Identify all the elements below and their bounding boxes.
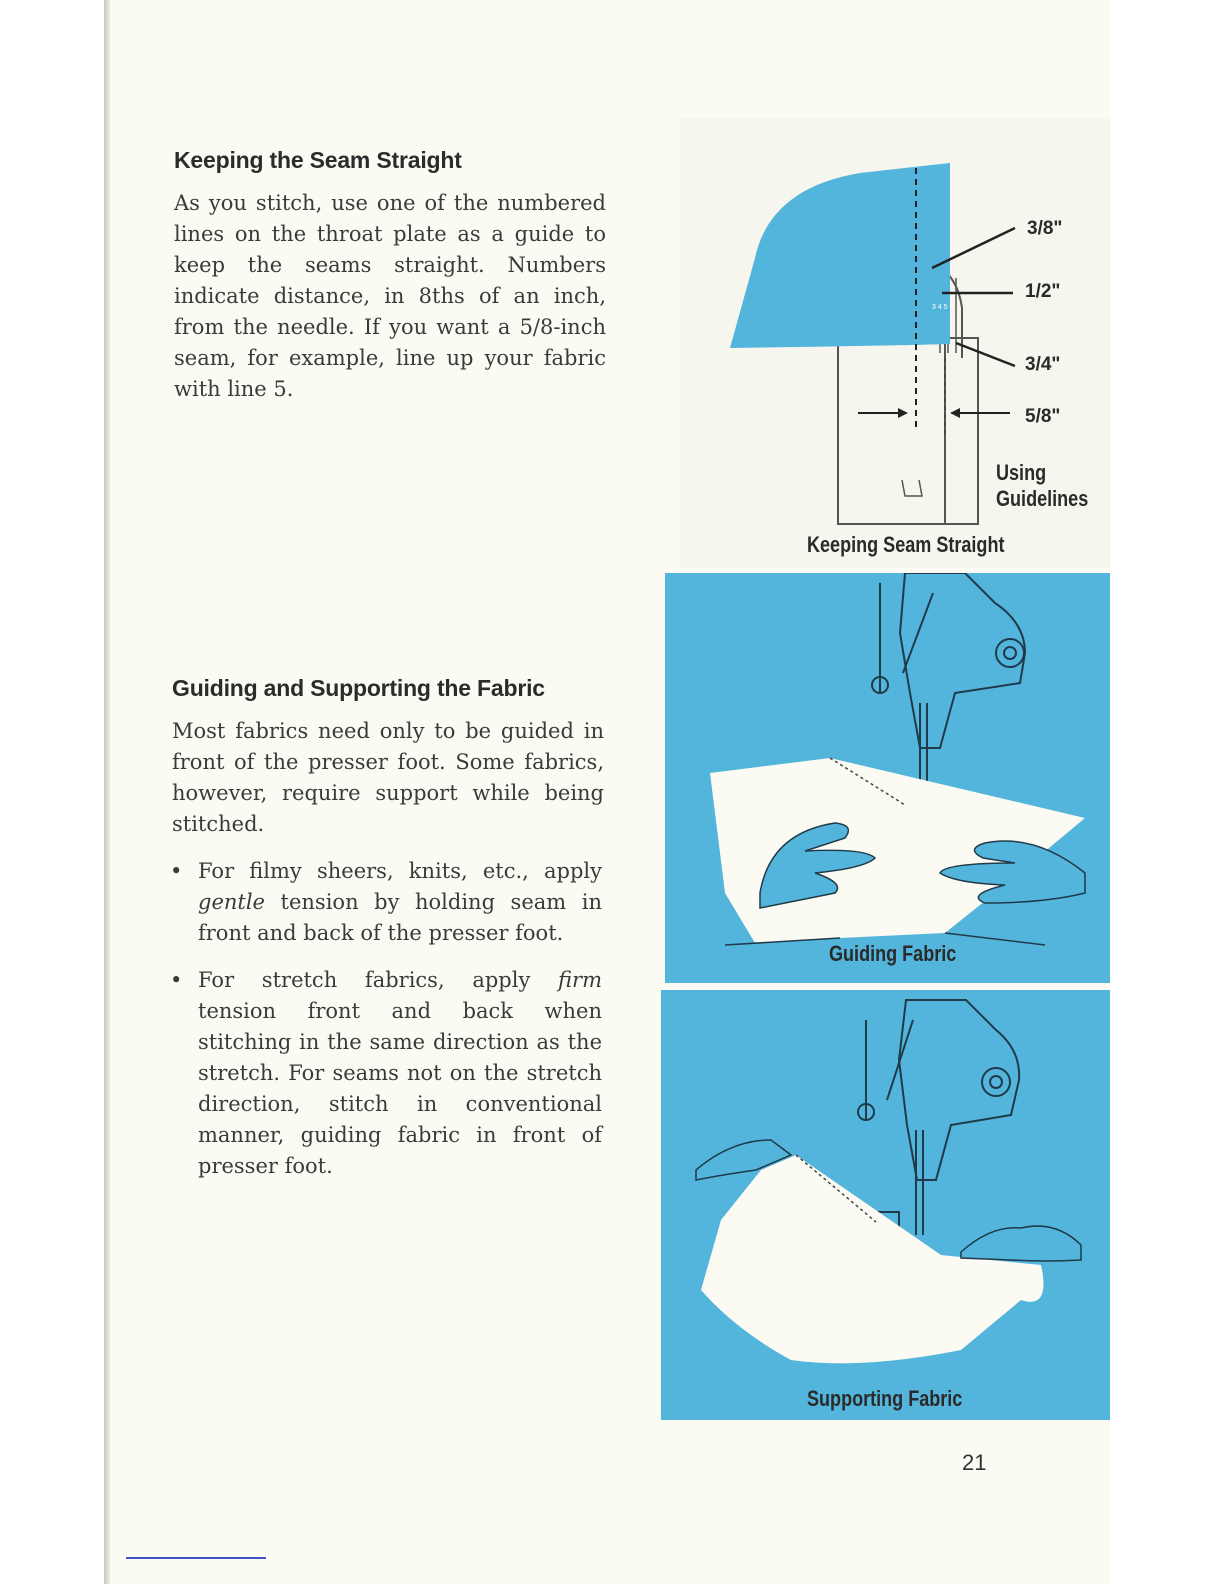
bullet-emphasis: gentle <box>198 890 265 914</box>
figure-seam-guidelines <box>680 118 1110 568</box>
footer-rule <box>126 1557 266 1559</box>
figure-supporting-fabric <box>661 990 1110 1420</box>
caption-supporting-fabric: Supporting Fabric <box>807 1386 963 1411</box>
side-label-guidelines: Guidelines <box>996 486 1089 511</box>
measure-label: 5/8" <box>1025 406 1061 427</box>
bullet-item-sheers <box>170 856 602 949</box>
bullet-text: For filmy sheers, knits, etc., apply <box>198 859 602 883</box>
bullet-text: tension by holding seam in front and back of the presser foot. <box>198 890 602 945</box>
paragraph-seam-straight: As you stitch, use one of the numbered lines on the throat plate as a guide to keep the seams straight. Numbers indicate distance, in 8ths of an inch, from the needle. If you want a 5/8-inch seam, for example, line up your fabric with line 5. <box>174 191 606 401</box>
caption-keeping-seam-straight: Keeping Seam Straight <box>807 532 1005 557</box>
bullet-text: For stretch fabrics, apply <box>198 968 559 992</box>
bullet-item-stretch <box>170 965 602 1182</box>
plate-numbers: 3 4 5 6 <box>932 304 954 311</box>
bullet-emphasis: firm <box>558 968 602 992</box>
caption-guiding-fabric: Guiding Fabric <box>829 941 957 966</box>
page-edge <box>104 0 110 1584</box>
heading-guiding-supporting: Guiding and Supporting the Fabric <box>172 675 545 701</box>
figure-guiding-fabric <box>665 573 1110 983</box>
measure-label: 1/2" <box>1025 281 1061 302</box>
measure-label: 3/4" <box>1025 354 1061 375</box>
side-label-using: Using <box>996 460 1047 485</box>
bullet-list <box>170 856 602 1198</box>
supporting-fabric-illustration <box>661 990 1110 1420</box>
paragraph-guiding: Most fabrics need only to be guided in front of the presser foot. Some fabrics, however, require support while being stitched. <box>172 719 604 836</box>
measure-label: 3/8" <box>1027 218 1063 239</box>
heading-keeping-seam-straight: Keeping the Seam Straight <box>174 147 462 173</box>
guiding-fabric-illustration <box>665 573 1110 983</box>
page-number: 21 <box>962 1450 987 1475</box>
bullet-dot: • <box>170 968 183 992</box>
bullet-dot: • <box>170 859 183 883</box>
bullet-text: tension front and back when stitching in the same direction as the stretch. For seams not on the stretch direction, stitch in conventional manner, guiding fabric in front of presser foot. <box>198 999 602 1178</box>
